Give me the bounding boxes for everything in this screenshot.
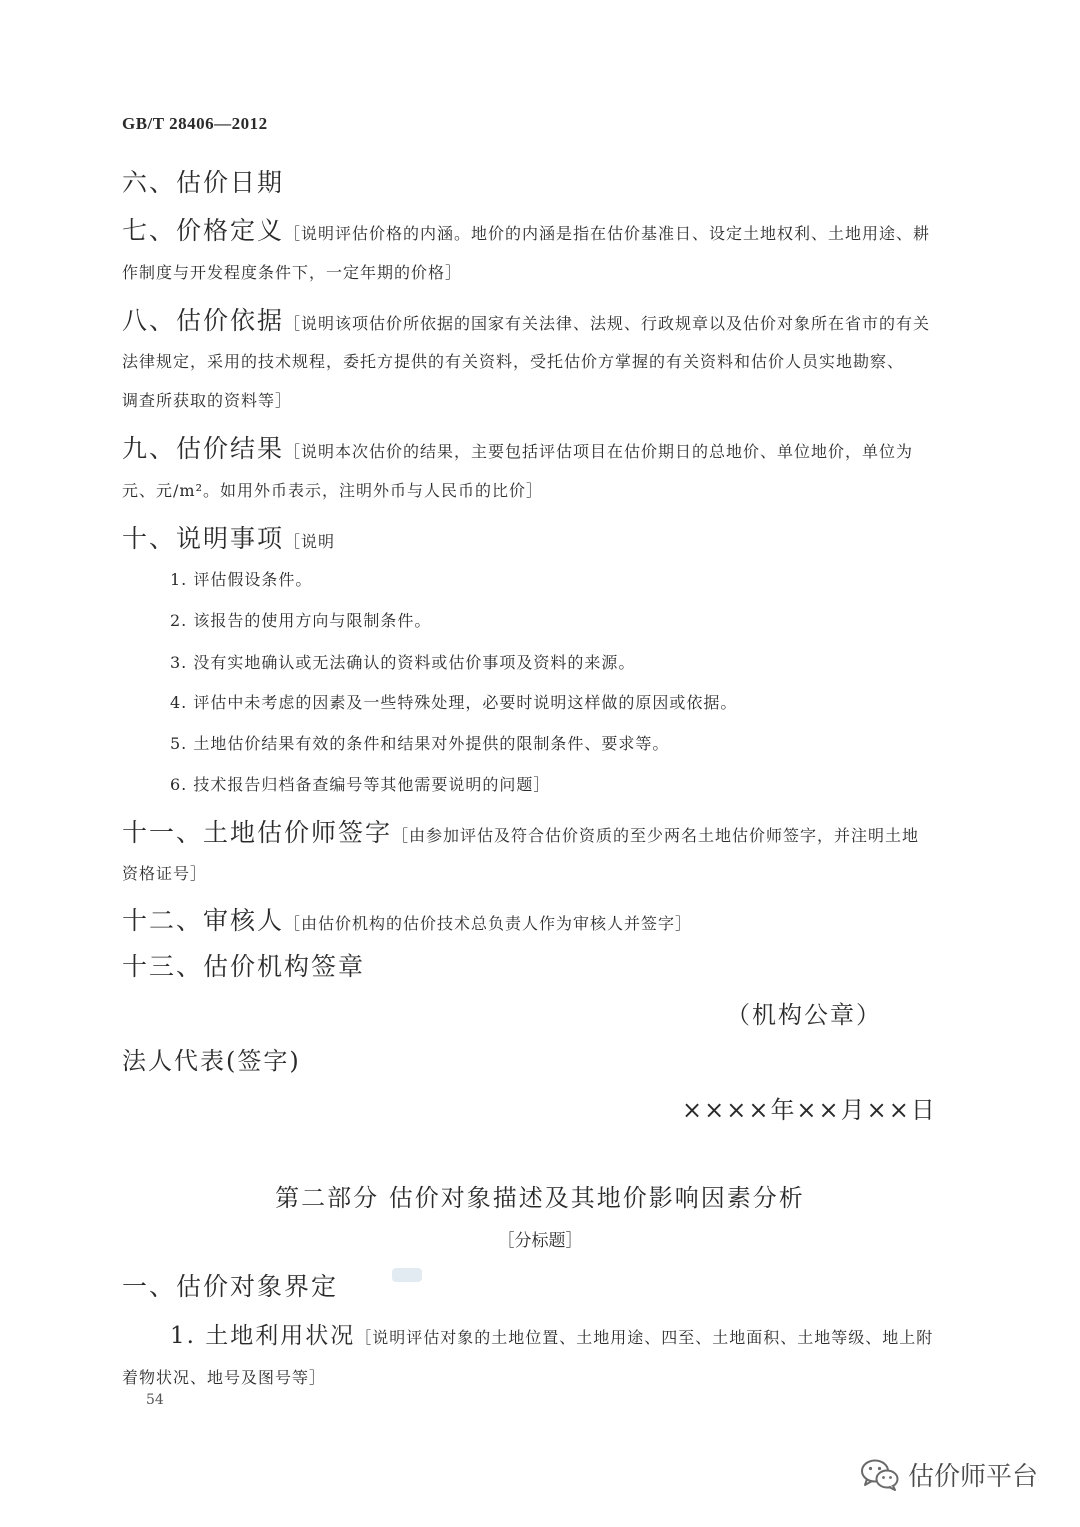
- part2-title: 第二部分 估价对象描述及其地价影响因素分析: [275, 1184, 805, 1212]
- date-label: ××××年××月××日: [682, 1096, 937, 1124]
- section-8-note: ［说明该项估价所依据的国家有关法律、法规、行政规章以及估价对象所在省市的有关: [284, 314, 931, 333]
- section-12-note: ［由估价机构的估价技术总负责人作为审核人并签字］: [284, 914, 693, 933]
- section-12: [122, 901, 960, 937]
- watermark: [860, 1456, 1038, 1493]
- section-13: [122, 947, 960, 983]
- section-11-note-cont: 资格证号］: [122, 864, 208, 883]
- page-number: 54: [146, 1392, 164, 1408]
- section-9-note: ［说明本次估价的结果，主要包括评估项目在估价期日的总地价、单位地价，单位为: [284, 442, 914, 461]
- list-item: 6. 技术报告归档备查编号等其他需要说明的问题］: [170, 775, 551, 794]
- section-11-heading: 十一、土地估价师签字: [122, 818, 393, 847]
- list-item: 4. 评估中未考虑的因素及一些特殊处理，必要时说明这样做的原因或依据。: [170, 693, 738, 712]
- section-11: [122, 813, 960, 849]
- section-11-note: ［由参加评估及符合估价资质的至少两名土地估价师签字，并注明土地: [392, 826, 920, 845]
- part2-item-1: [170, 1317, 960, 1350]
- part2-item-1-note: ［说明评估对象的土地位置、土地用途、四至、土地面积、土地等级、地上附: [355, 1328, 934, 1347]
- section-8-heading: 八、估价依据: [122, 306, 285, 335]
- section-8: [122, 301, 960, 337]
- list-item: 5. 土地估价结果有效的条件和结果对外提供的限制条件、要求等。: [170, 734, 670, 753]
- section-8-note-cont: 法律规定，采用的技术规程，委托方提供的有关资料，受托估价方掌握的有关资料和估价人员实地勘察、: [122, 352, 905, 371]
- part2-item-1-note-cont: 着物状况、地号及图号等］: [122, 1368, 327, 1387]
- section-8-note-cont2: 调查所获取的资料等］: [122, 391, 293, 410]
- scan-artifact: [392, 1266, 422, 1284]
- section-6: [122, 163, 960, 199]
- section-10-note: ［说明: [284, 532, 336, 551]
- section-9: [122, 429, 960, 465]
- section-7-note: ［说明评估价格的内涵。地价的内涵是指在估价基准日、设定土地权利、土地用途、耕: [284, 224, 931, 243]
- part2-subtitle: ［分标题］: [497, 1231, 583, 1251]
- standard-code: GB/T 28406—2012: [122, 114, 268, 133]
- watermark-text: 估价师平台: [908, 1462, 1039, 1492]
- section-10-heading: 十、说明事项: [122, 524, 285, 553]
- section-7-heading: 七、价格定义: [122, 216, 285, 245]
- section-9-heading: 九、估价结果: [122, 434, 285, 463]
- list-item: 3. 没有实地确认或无法确认的资料或估价事项及资料的来源。: [170, 653, 636, 672]
- section-12-heading: 十二、审核人: [122, 906, 285, 935]
- section-10: [122, 519, 960, 555]
- list-item: 1. 评估假设条件。: [170, 570, 313, 589]
- part2-section-1-heading: 一、估价对象界定: [122, 1272, 339, 1301]
- section-9-note-cont: 元、元/m²。如用外币表示，注明外币与人民币的比价］: [122, 481, 543, 500]
- section-6-heading: 六、估价日期: [122, 168, 285, 197]
- section-7: [122, 211, 960, 247]
- wechat-icon: [860, 1458, 900, 1492]
- part2-section-1: [122, 1267, 960, 1303]
- legal-rep-label: 法人代表(签字): [122, 1047, 301, 1075]
- section-7-note-cont: 作制度与开发程度条件下，一定年期的价格］: [122, 263, 463, 282]
- section-13-heading: 十三、估价机构签章: [122, 952, 366, 981]
- part2-item-1-heading: 1. 土地利用状况: [170, 1323, 356, 1349]
- list-item: 2. 该报告的使用方向与限制条件。: [170, 611, 432, 630]
- seal-label: （机构公章）: [726, 1001, 882, 1029]
